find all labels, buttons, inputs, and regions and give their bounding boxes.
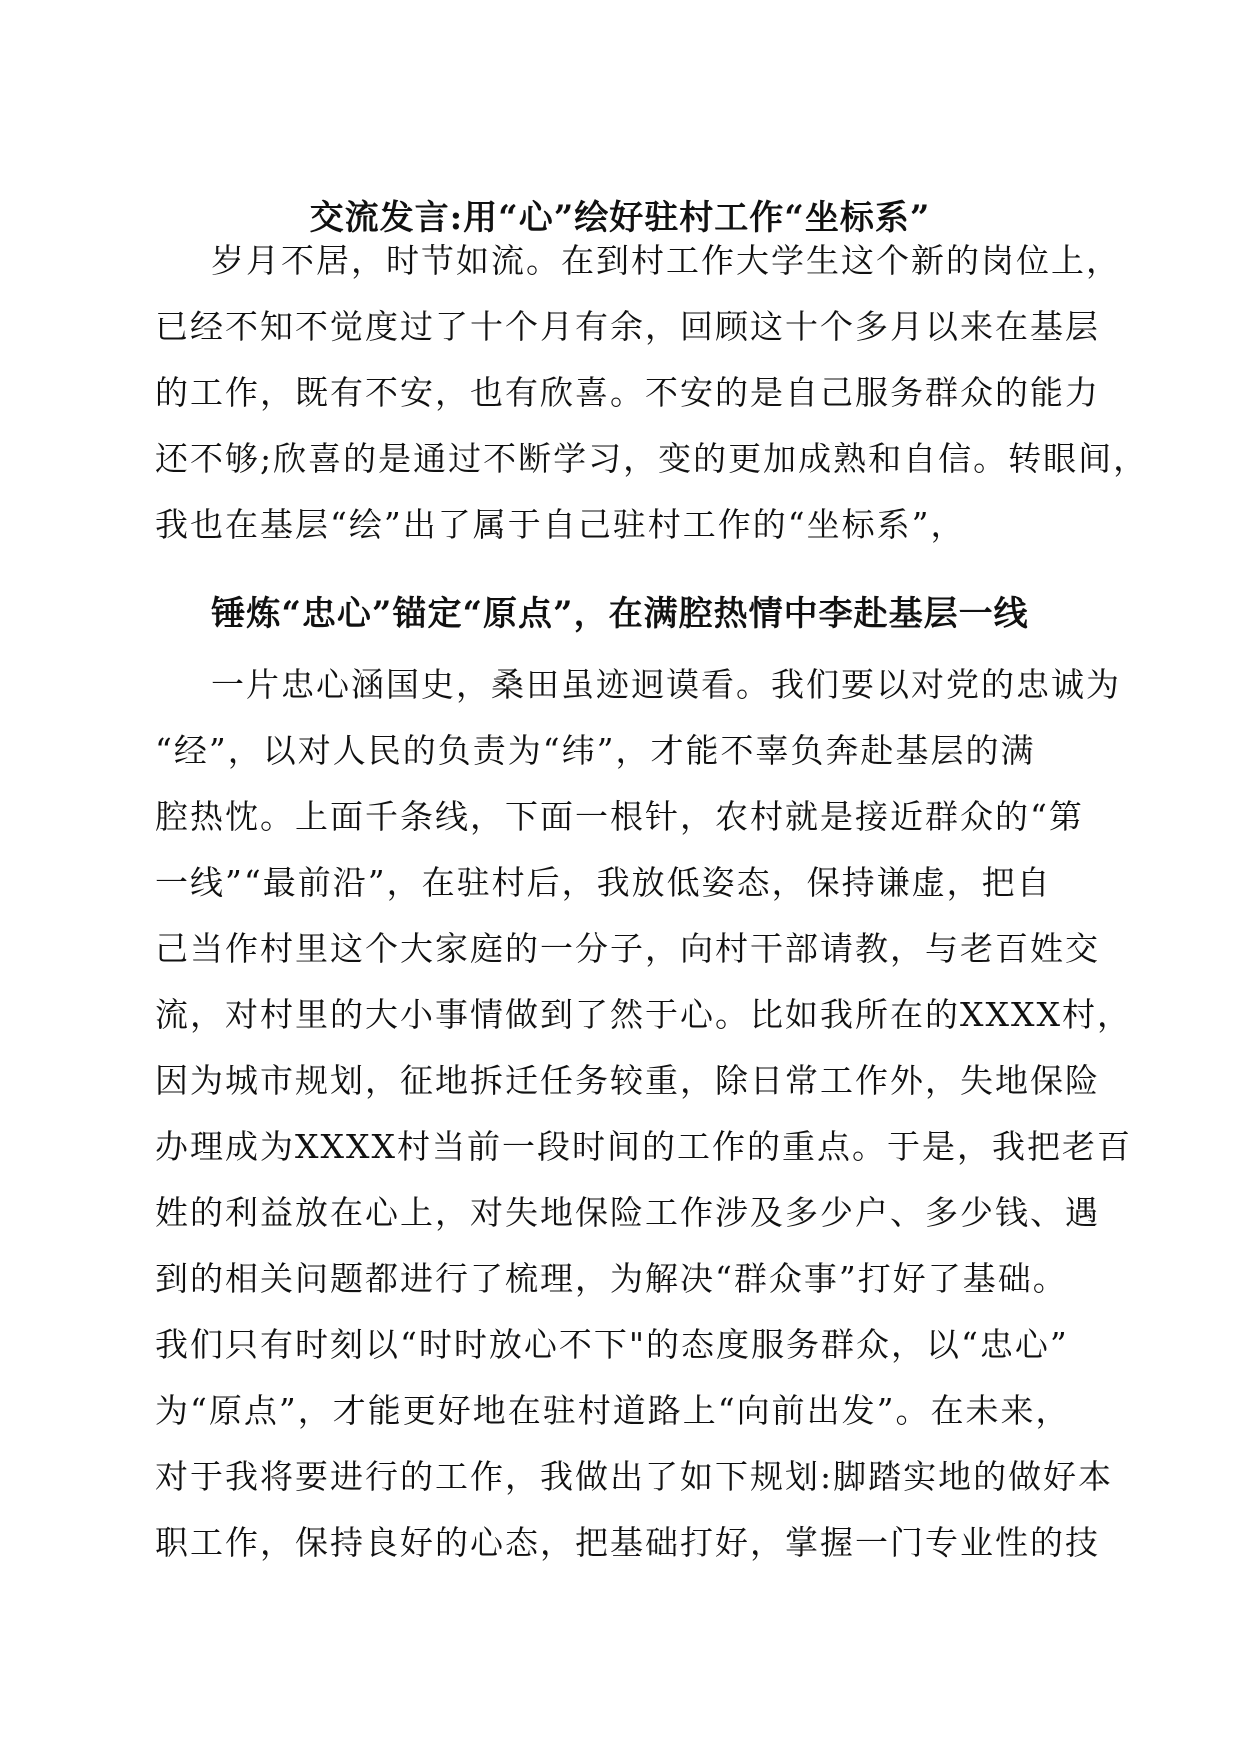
paragraph-line: 还不够;欣喜的是通过不断学习，变的更加成熟和自信。转眼间， [155, 439, 1149, 478]
paragraph-line: “经”，以对人民的负责为“纬”，才能不辜负奔赴基层的满 [155, 731, 1036, 770]
paragraph-body [155, 652, 1132, 1576]
paragraph-line: 已经不知不觉度过了十个月有余，回顾这十个多月以来在基层 [155, 307, 1100, 346]
document-title: 交流发言:用“心”绘好驻村工作“坐标系” [309, 198, 931, 238]
paragraph-intro [155, 228, 1149, 558]
paragraph-line: 为“原点”，才能更好地在驻村道路上“向前出发”。在未来， [155, 1391, 1071, 1430]
paragraph-line: 一线”“最前沿”，在驻村后，我放低姿态，保持谦虚，把自 [155, 863, 1052, 902]
paragraph-line: 对于我将要进行的工作，我做出了如下规划:脚踏实地的做好本 [155, 1457, 1114, 1496]
paragraph-line: 的工作，既有不安，也有欣喜。不安的是自己服务群众的能力 [155, 373, 1100, 412]
paragraph-line: 腔热忱。上面千条线，下面一根针，农村就是接近群众的“第 [155, 797, 1084, 836]
paragraph-line: 我也在基层“绘”出了属于自己驻村工作的“坐标系”， [155, 505, 966, 544]
paragraph-line: 我们只有时刻以“时时放心不下"的态度服务群众，以“忠心” [155, 1325, 1069, 1364]
paragraph-line: 流，对村里的大小事情做到了然于心。比如我所在的XXXX村， [155, 995, 1132, 1034]
paragraph-line: 职工作，保持良好的心态，把基础打好，掌握一门专业性的技 [155, 1523, 1100, 1562]
paragraph-line: 姓的利益放在心上，对失地保险工作涉及多少户、多少钱、遇 [155, 1193, 1100, 1232]
paragraph-line: 一片忠心涵国史，桑田虽迹迥谟看。我们要以对党的忠诚为 [211, 665, 1121, 704]
paragraph-line: 因为城市规划，征地拆迁任务较重，除日常工作外，失地保险 [155, 1061, 1100, 1100]
section-heading: 锤炼“忠心”锚定“原点”，在满腔热情中李赴基层一线 [211, 594, 1029, 634]
paragraph-line: 办理成为XXXX村当前一段时间的工作的重点。于是，我把老百 [155, 1127, 1132, 1166]
paragraph-line: 己当作村里这个大家庭的一分子，向村干部请教，与老百姓交 [155, 929, 1100, 968]
paragraph-line: 到的相关问题都进行了梳理，为解决“群众事”打好了基础。 [155, 1259, 1068, 1298]
paragraph-line: 岁月不居，时节如流。在到村工作大学生这个新的岗位上， [211, 241, 1121, 280]
